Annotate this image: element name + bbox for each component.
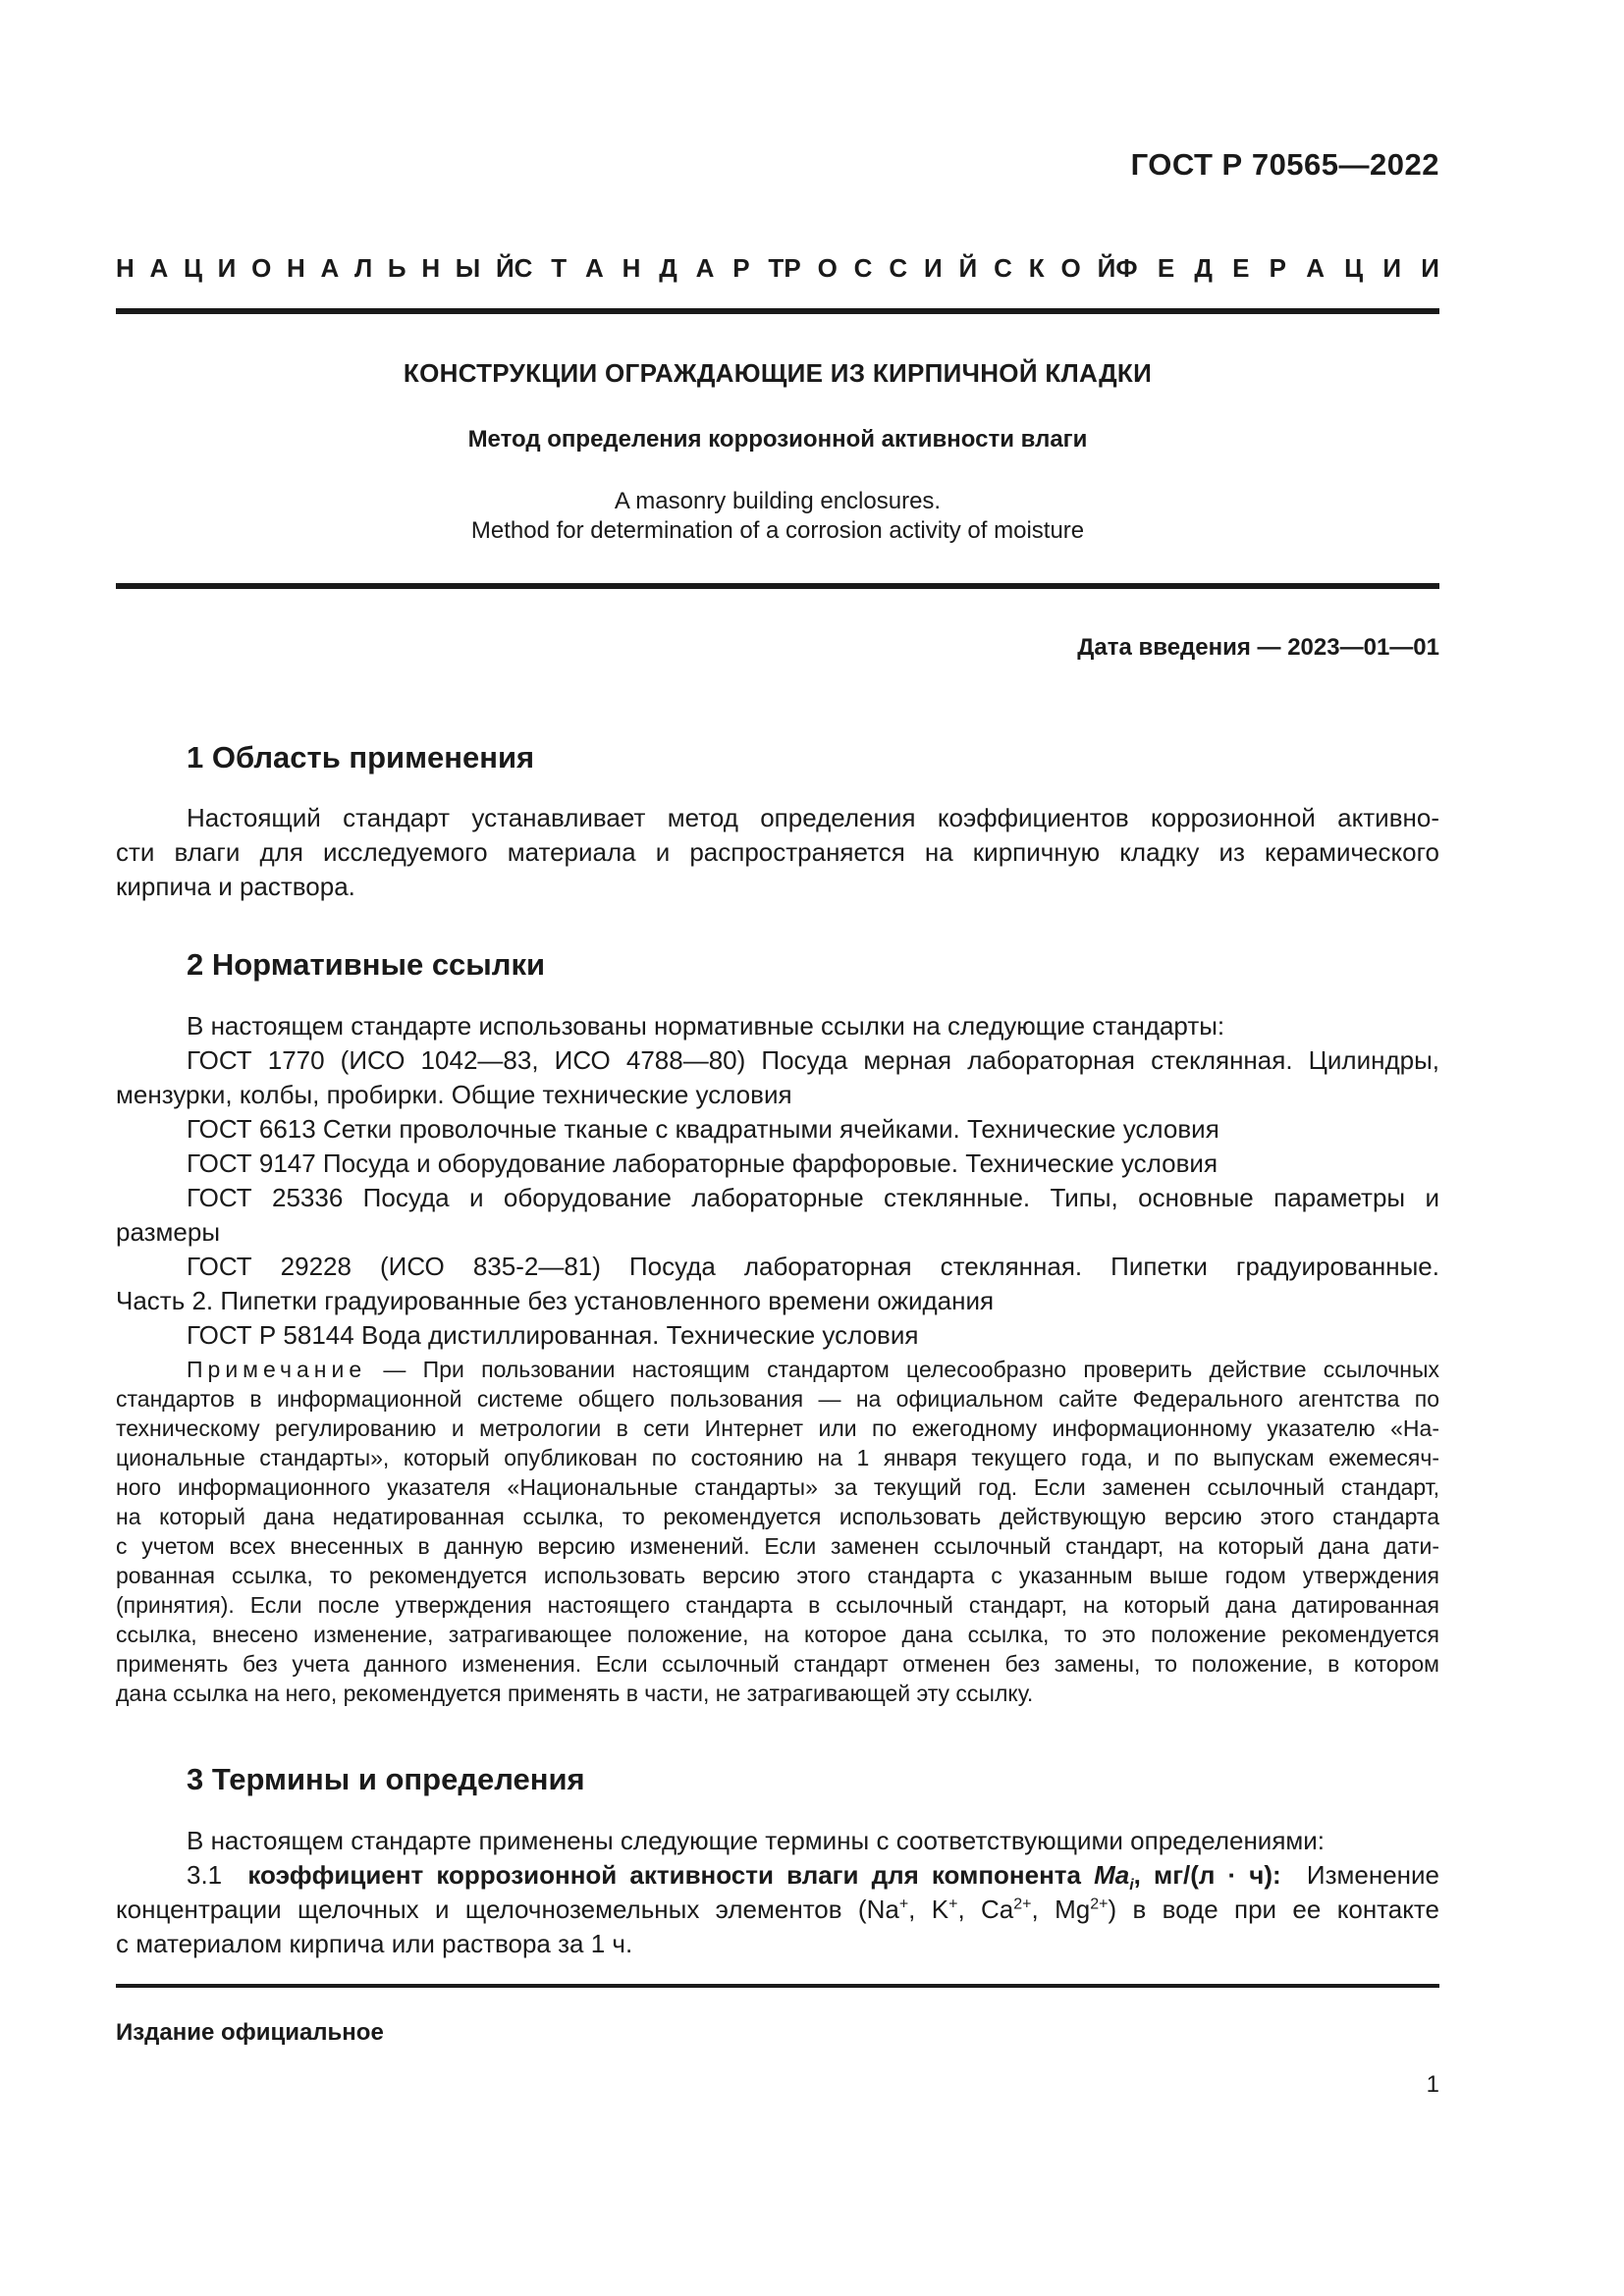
english-title-line-1: A masonry building enclosures. (614, 488, 942, 514)
reference-gost-29228: ГОСТ 29228 (ИСО 835-2—81) Посуда лабораторная стеклянная. Пипетки градуированные. (187, 1252, 1439, 1281)
reference-gost-1770: ГОСТ 1770 (ИСО 1042—83, ИСО 4788—80) Посуда мерная лабораторная стеклянная. Цилиндры, (187, 1045, 1439, 1075)
note-line: применять без учета данного изменения. Если ссылочный стандарт отменен без замены, то положение, в котором (116, 1651, 1439, 1677)
introduction-date: Дата введения — 2023—01—01 (1077, 634, 1439, 661)
note-line: Примечание — При пользовании настоящим стандартом целесообразно проверить действие ссылочных (187, 1357, 1439, 1382)
reference-gost-r-58144: ГОСТ Р 58144 Вода дистиллированная. Технические условия (187, 1320, 919, 1350)
term-definition-line: 3.1 коэффициент коррозионной активности влаги для компонента $Ma_i$, мг/(л · ч): Изменение (187, 1860, 1440, 1895)
section-scope-text (116, 801, 1439, 904)
reference-gost-9147: ГОСТ 9147 Посуда и оборудование лабораторные фарфоровые. Технические условия (187, 1148, 1218, 1178)
section-heading-scope: 1 Область применения (187, 740, 535, 774)
reference-gost-6613: ГОСТ 6613 Сетки проволочные тканые с квадратными ячейками. Технические условия (187, 1114, 1219, 1144)
header-rule-bottom (116, 583, 1439, 589)
header-rule-top (116, 308, 1439, 314)
document-title: КОНСТРУКЦИИ ОГРАЖДАЮЩИЕ ИЗ КИРПИЧНОЙ КЛАДКИ (403, 358, 1153, 388)
section-terms-text (116, 1824, 1439, 1961)
note-line: техническому регулированию и метрологии в сети Интернет или по ежегодному информационному указателю «На- (116, 1415, 1439, 1441)
term-definition-line: с материалом кирпича или раствора за 1 ч. (116, 1929, 633, 1958)
text-line: В настоящем стандарте использованы нормативные ссылки на следующие стандарты: (187, 1011, 1225, 1041)
text-line: Часть 2. Пипетки градуированные без установленного времени ожидания (116, 1286, 995, 1315)
english-title (116, 487, 1439, 546)
note-line: ссылка, внесено изменение, затрагивающее положение, на которое дана ссылка, то это положение рекомендуется (116, 1622, 1439, 1647)
text-line: кирпича и раствора. (116, 872, 355, 901)
note-line: циональные стандарты», который опубликован по состоянию на 1 января текущего года, и по выпускам ежемесяч- (116, 1445, 1439, 1470)
section-heading-normative-refs: 2 Нормативные ссылки (187, 947, 546, 982)
term-name: коэффициент коррозионной активности влаги для компонента (247, 1860, 1081, 1890)
note-line: (принятия). Если после утверждения настоящего стандарта в ссылочный стандарт, на который дана датированная (116, 1592, 1439, 1618)
note-line: на который дана недатированная ссылка, то рекомендуется использовать действующую версию этого стандарта (116, 1504, 1439, 1529)
note-label: Примечание (187, 1357, 367, 1382)
section-normative-refs-text (116, 1009, 1439, 1353)
banner-word: Н А Ц И О Н А Л Ь Н Ы Й (116, 253, 514, 283)
banner-word: Ф Е Д Е Р А Ц И И (1115, 253, 1439, 283)
note-line: с учетом всех внесенных в данную версию изменений. Если заменен ссылочный стандарт, на который дана дати- (116, 1533, 1439, 1559)
note-block (116, 1355, 1439, 1708)
text-line: В настоящем стандарте применены следующие термины с соответствующими определениями: (187, 1826, 1326, 1855)
banner-word: С Т А Н Д А Р Т (514, 253, 785, 283)
text-line: сти влаги для исследуемого материала и распространяется на кирпичную кладку из керамического (116, 837, 1439, 867)
document-subtitle: Метод определения коррозионной активности влаги (467, 426, 1088, 453)
note-line: дана ссылка на него, рекомендуется применять в части, не затрагивающей эту ссылку. (116, 1681, 1034, 1706)
text-line: Настоящий стандарт устанавливает метод определения коэффициентов коррозионной активно- (187, 803, 1439, 832)
english-title-line-2: Method for determination of a corrosion activity of moisture (470, 517, 1085, 544)
official-edition-label: Издание официальное (116, 2019, 384, 2046)
term-symbol: $Ma_i$ (1094, 1860, 1134, 1895)
banner-word: Р О С С И Й С К О Й (784, 253, 1116, 283)
text-line: размеры (116, 1217, 221, 1247)
section-heading-terms: 3 Термины и определения (187, 1762, 585, 1796)
term-unit: , мг/(л · ч): (1133, 1860, 1281, 1890)
footer-rule (116, 1984, 1439, 1988)
note-line: рованная ссылка, то рекомендуется использовать версию этого стандарта с указанным выше годом утверждения (116, 1563, 1439, 1588)
note-line: стандартов в информационной системе общего пользования — на официальном сайте Федерального агентства по (116, 1386, 1439, 1412)
term-definition-line: концентрации щелочных и щелочноземельных элементов (Na+, K+, $Ca^{2+}$, $Mg^{2+}$) в воде при ее контакте (116, 1895, 1439, 1924)
national-standard-banner (116, 253, 1439, 284)
reference-gost-25336: ГОСТ 25336 Посуда и оборудование лабораторные стеклянные. Типы, основные параметры и (187, 1183, 1439, 1212)
text-line: мензурки, колбы, пробирки. Общие технические условия (116, 1080, 792, 1109)
gost-number: ГОСТ Р 70565—2022 (1130, 147, 1439, 182)
page-number: 1 (1426, 2071, 1439, 2098)
note-line: ного информационного указателя «Национальные стандарты» за текущий год. Если заменен ссылочный стандарт, (116, 1474, 1439, 1500)
